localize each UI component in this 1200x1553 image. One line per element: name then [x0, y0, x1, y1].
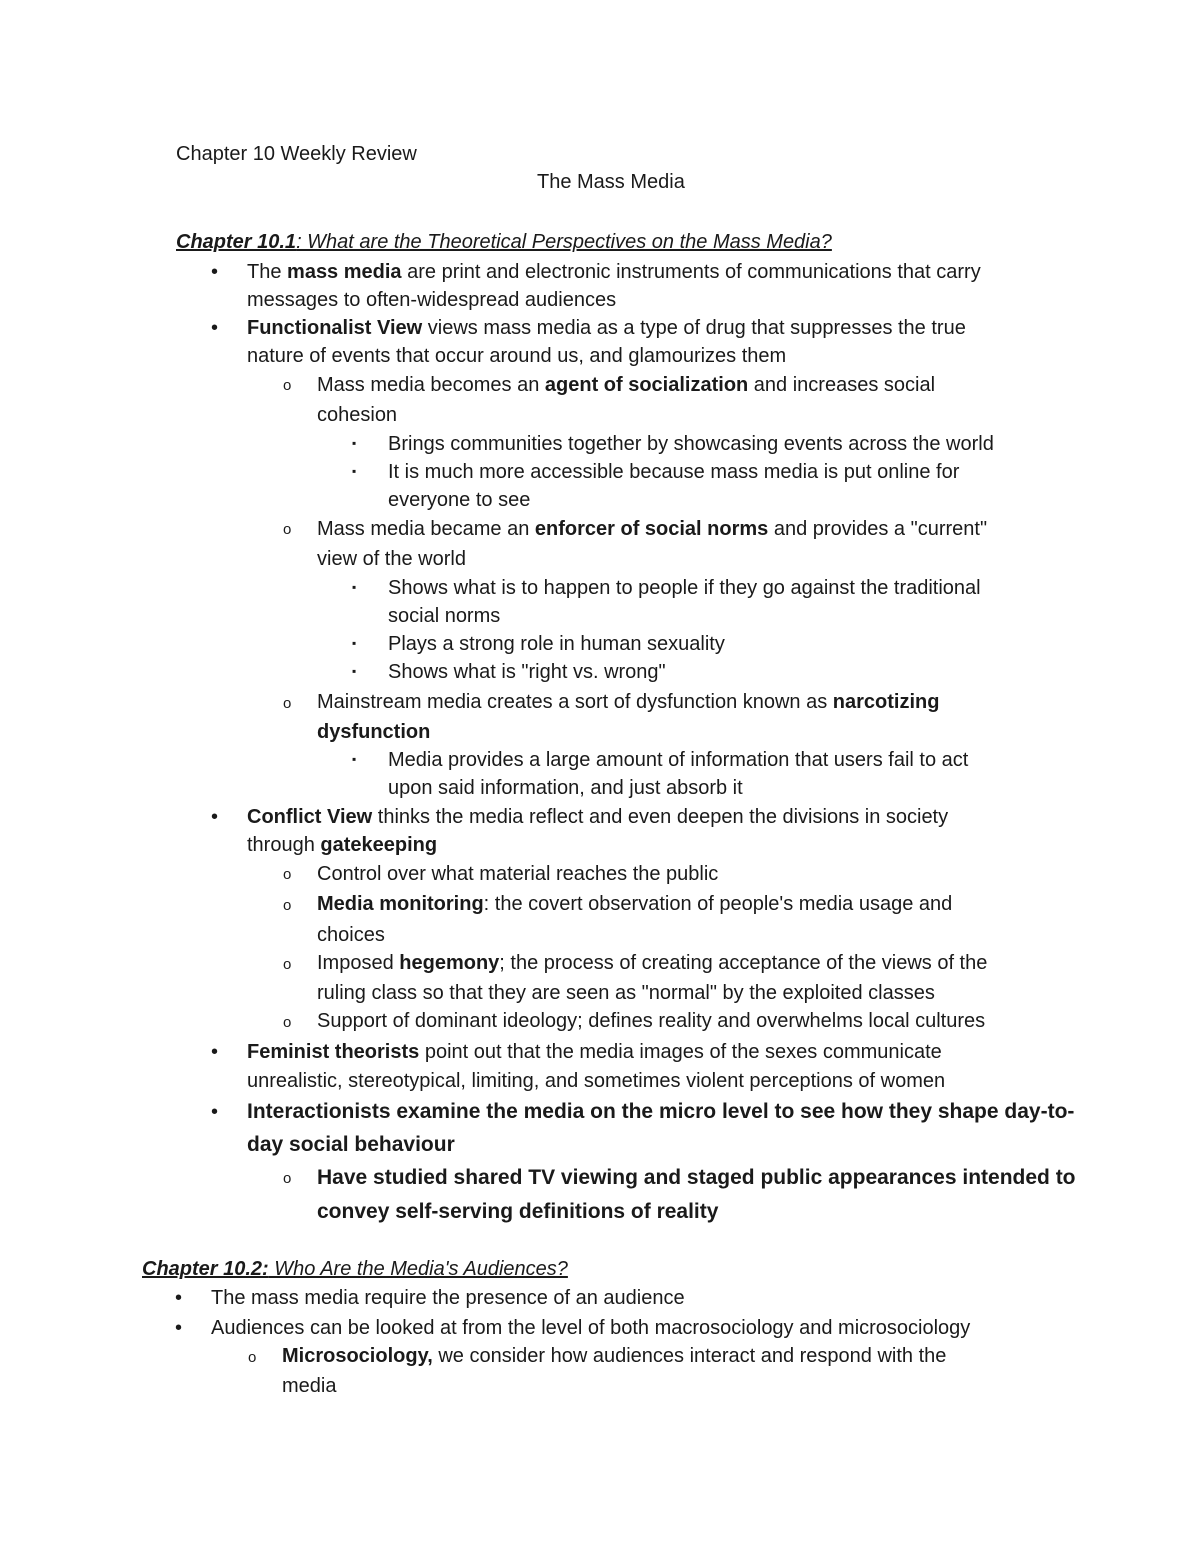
- text-run: point out that the media images of the sexes communicate: [419, 1041, 942, 1063]
- sub-sub-item-continued: upon said information, and just absorb it: [388, 777, 743, 799]
- term-functionalist-view: Functionalist View: [247, 317, 423, 339]
- text-run: Mass media becomes an: [317, 374, 545, 396]
- sub-sub-item: Brings communities together by showcasing events across the world: [388, 433, 994, 455]
- sub-sub-item: Media provides a large amount of information that users fail to act: [388, 749, 969, 771]
- text-run: views mass media as a type of drug that suppresses the true: [422, 317, 966, 339]
- bullet-dot: •: [175, 1287, 183, 1309]
- term-hegemony: hegemony: [399, 952, 500, 974]
- bullet-dot: •: [211, 806, 219, 828]
- text-run: Mass media became an: [317, 518, 535, 540]
- document-title: Chapter 10 Weekly Review: [176, 143, 417, 165]
- term-agent-of-socialization: agent of socialization: [544, 374, 749, 396]
- sub-item: Support of dominant ideology; defines reality and overwhelms local cultures: [317, 1010, 986, 1032]
- bullet-dot: •: [211, 1101, 219, 1123]
- section-number: Chapter 10.2:: [142, 1258, 269, 1280]
- term-media-monitoring: Media monitoring: [317, 893, 484, 915]
- section-number: Chapter 10.1: [176, 231, 297, 253]
- sub-item: [317, 894, 952, 914]
- text-run: : the covert observation of people's media usage and: [483, 893, 953, 915]
- bullet-square: ▪: [352, 436, 357, 450]
- text-run: ; the process of creating acceptance of the views of the: [499, 952, 988, 974]
- sub-sub-item: Plays a strong role in human sexuality: [388, 633, 725, 655]
- section-question: Who Are the Media's Audiences?: [268, 1258, 568, 1280]
- bullet-o: o: [248, 1349, 257, 1366]
- text-run: and increases social: [748, 374, 936, 396]
- bullet-o: o: [283, 897, 292, 914]
- list-item: [247, 318, 966, 338]
- sub-sub-item: It is much more accessible because mass media is put online for: [388, 461, 960, 483]
- text-run: are print and electronic instruments of communications that carry: [401, 261, 981, 283]
- bullet-square: ▪: [352, 464, 357, 478]
- list-item-continued: day social behaviour: [247, 1133, 455, 1156]
- term-conflict-view: Conflict View: [247, 806, 373, 828]
- bullet-square: ▪: [352, 636, 357, 650]
- sub-item: [317, 692, 939, 712]
- sub-item-continued: ruling class so that they are seen as "normal" by the exploited classes: [317, 982, 935, 1004]
- bullet-o: o: [283, 377, 292, 394]
- sub-item-continued: choices: [317, 924, 385, 946]
- list-item: [247, 807, 948, 827]
- term-feminist-theorists: Feminist theorists: [247, 1041, 420, 1063]
- bullet-dot: •: [175, 1317, 183, 1339]
- term-dysfunction: dysfunction: [317, 721, 431, 743]
- sub-item-continued: convey self-serving definitions of reality: [317, 1200, 719, 1223]
- text-run: we consider how audiences interact and respond with the: [432, 1345, 947, 1367]
- list-item: Interactionists examine the media on the micro level to see how they shape day-to-: [247, 1100, 1075, 1123]
- document-subtitle: The Mass Media: [537, 171, 685, 193]
- text-run: Mainstream media creates a sort of dysfunction known as: [317, 691, 833, 713]
- sub-item: [317, 375, 935, 395]
- sub-sub-item: Shows what is to happen to people if they go against the traditional: [388, 577, 981, 599]
- list-item-continued: [247, 835, 437, 855]
- sub-sub-item-continued: social norms: [388, 605, 501, 627]
- list-item: [247, 1042, 942, 1062]
- section-heading-10-2: [142, 1259, 568, 1279]
- bullet-dot: •: [211, 1041, 219, 1063]
- list-item: The mass media require the presence of an audience: [211, 1287, 685, 1309]
- text-run: The: [247, 261, 288, 283]
- sub-item: Have studied shared TV viewing and staged public appearances intended to: [317, 1166, 1076, 1189]
- text-run: through: [247, 834, 321, 856]
- text-run: thinks the media reflect and even deepen the divisions in society: [372, 806, 949, 828]
- sub-item: [282, 1346, 946, 1366]
- sub-sub-item-continued: everyone to see: [388, 489, 531, 511]
- text-run: and provides a "current": [768, 518, 988, 540]
- sub-item-continued: view of the world: [317, 548, 466, 570]
- bullet-o: o: [283, 1170, 292, 1187]
- bullet-o: o: [283, 956, 292, 973]
- bullet-o: o: [283, 866, 292, 883]
- sub-sub-item: Shows what is "right vs. wrong": [388, 661, 666, 683]
- term-mass-media: mass media: [287, 261, 402, 283]
- term-narcotizing: narcotizing: [832, 691, 940, 713]
- bullet-o: o: [283, 695, 292, 712]
- term-microsociology: Microsociology,: [282, 1345, 433, 1367]
- section-question: : What are the Theoretical Perspectives on the Mass Media?: [296, 231, 832, 253]
- sub-item: [317, 953, 987, 973]
- sub-item-continued: media: [282, 1375, 337, 1397]
- bullet-dot: •: [211, 317, 219, 339]
- term-gatekeeping: gatekeeping: [320, 834, 438, 856]
- sub-item: [317, 519, 987, 539]
- list-item-continued: nature of events that occur around us, and glamourizes them: [247, 345, 787, 367]
- sub-item-continued: [317, 722, 430, 742]
- term-enforcer-of-social-norms: enforcer of social norms: [534, 518, 769, 540]
- sub-item: Control over what material reaches the public: [317, 863, 719, 885]
- bullet-dot: •: [211, 261, 219, 283]
- list-item-continued: unrealistic, stereotypical, limiting, and sometimes violent perceptions of women: [247, 1070, 946, 1092]
- sub-item-continued: cohesion: [317, 404, 398, 426]
- text-run: Imposed: [317, 952, 400, 974]
- list-item: [247, 262, 981, 282]
- bullet-o: o: [283, 1014, 292, 1031]
- bullet-o: o: [283, 521, 292, 538]
- section-heading-10-1: [176, 232, 832, 252]
- list-item-continued: messages to often-widespread audiences: [247, 289, 617, 311]
- list-item: Audiences can be looked at from the level of both macrosociology and microsociology: [211, 1317, 971, 1339]
- bullet-square: ▪: [352, 664, 357, 678]
- bullet-square: ▪: [352, 752, 357, 766]
- bullet-square: ▪: [352, 580, 357, 594]
